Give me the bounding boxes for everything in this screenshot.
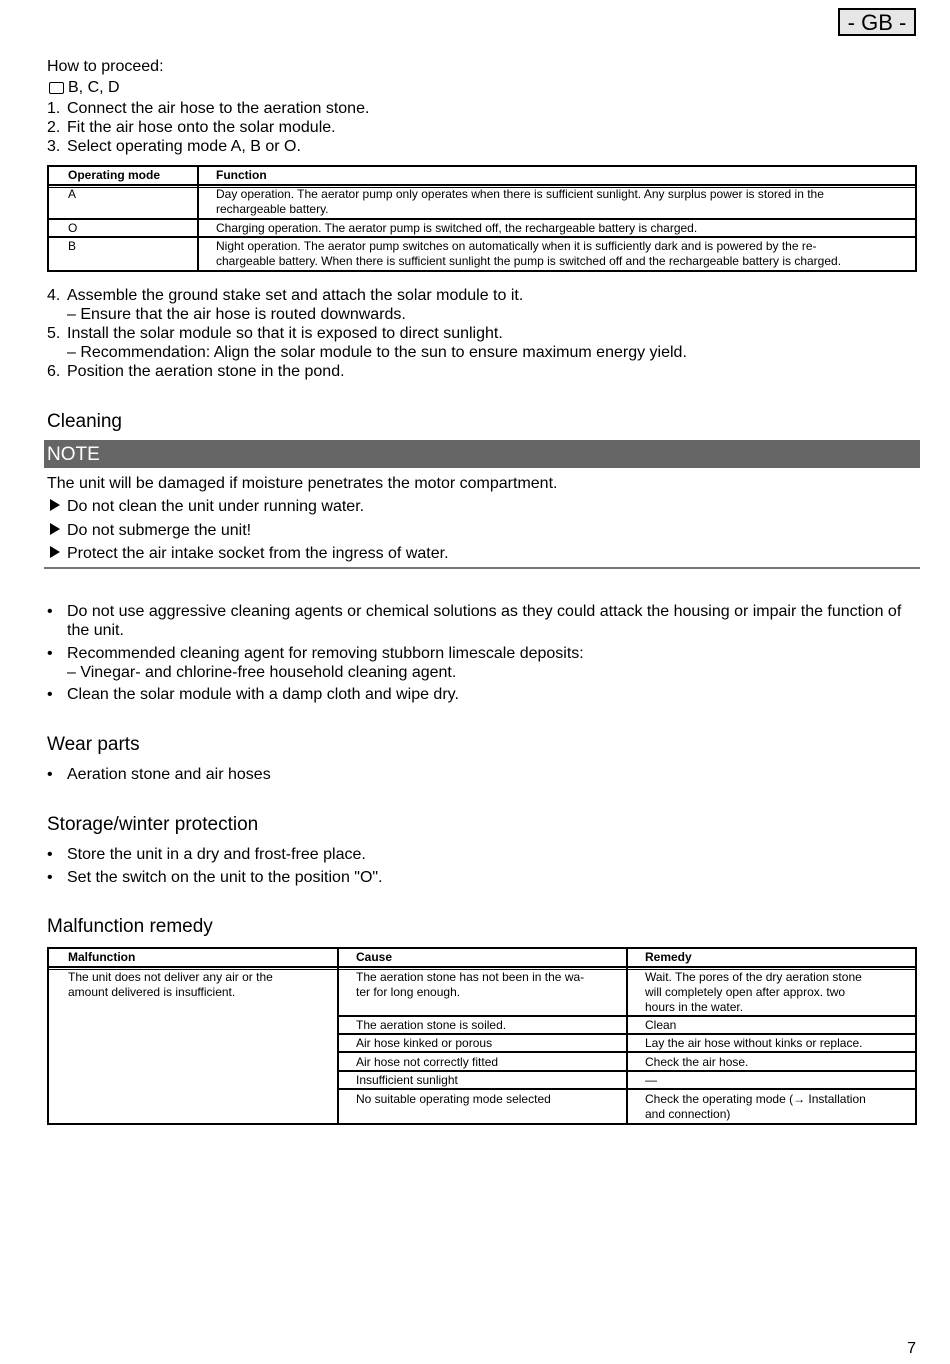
cause-cell: Air hose kinked or porous (356, 1036, 493, 1050)
cause-cell: The aeration stone has not been in the wa- ter for long enough. (356, 970, 585, 999)
remedy-cell: Lay the air hose without kinks or replace. (645, 1036, 863, 1050)
how-to-proceed-label: How to proceed: (47, 58, 164, 75)
cause-cell: The aeration stone is soiled. (356, 1018, 507, 1032)
note-item: Do not submerge the unit! (67, 522, 252, 539)
remedy-cell: — (645, 1073, 657, 1087)
remedy-cell: Wait. The pores of the dry aeration stone will completely open after approx. two hours in the water. (645, 970, 862, 1014)
mode-cell: A (68, 187, 77, 201)
step-number: 1. (47, 100, 61, 117)
function-cell: Charging operation. The aerator pump is switched off, the rechargeable battery is charged. (216, 221, 698, 235)
bullet-icon: • (47, 766, 53, 783)
note-text: The unit will be damaged if moisture penetrates the motor compartment. (47, 475, 558, 492)
step-text: Install the solar module so that it is exposed to direct sunlight. (67, 325, 503, 342)
remedy-cell: Check the air hose. (645, 1055, 749, 1069)
step-number: 6. (47, 363, 61, 380)
bullet-icon: • (47, 846, 53, 863)
cause-cell: Air hose not correctly fitted (356, 1055, 499, 1069)
note-item: Do not clean the unit under running water. (67, 498, 365, 515)
malfunction-cell: The unit does not deliver any air or the amount delivered is insufficient. (68, 970, 273, 999)
storage-item: Set the switch on the unit to the position "O". (67, 869, 383, 886)
operating-mode-table (47, 165, 917, 272)
step-text: Connect the air hose to the aeration stone. (67, 100, 370, 117)
mode-cell: O (68, 221, 78, 235)
cause-cell: Insufficient sunlight (356, 1073, 458, 1087)
cleaning-heading: Cleaning (47, 411, 122, 432)
malfunction-header: Malfunction (68, 950, 136, 964)
cleaning-subitem: – Vinegar- and chlorine-free household cleaning agent. (67, 664, 457, 681)
step-number: 3. (47, 138, 61, 155)
note-item: Protect the air intake socket from the ingress of water. (67, 545, 449, 562)
language-badge: - GB - (838, 8, 916, 36)
storage-item: Store the unit in a dry and frost-free place. (67, 846, 366, 863)
step-text: Assemble the ground stake set and attach the solar module to it. (67, 287, 524, 304)
step-text: Select operating mode A, B or O. (67, 138, 301, 155)
cleaning-bullet: Clean the solar module with a damp cloth and wipe dry. (67, 686, 459, 703)
remedy-cell: Check the operating mode (→ Installation and connection) (645, 1092, 866, 1121)
function-cell: Night operation. The aerator pump switches on automatically when it is sufficiently dark and is powered by the re- chargeable battery. When there is sufficient sunlight the pump is switched off and the rechargeable battery is charged. (216, 239, 842, 268)
malfunction-heading: Malfunction remedy (47, 916, 213, 937)
mode-table-header-mode: Operating mode (68, 168, 161, 182)
malfunction-table (47, 947, 917, 1125)
cleaning-bullet: Do not use aggressive cleaning agents or chemical solutions as they could attack the housing or impair the function of the unit. (67, 603, 902, 639)
figure-reference-text: B, C, D (68, 79, 120, 96)
arrow-right-icon (50, 546, 60, 558)
step-number: 2. (47, 119, 61, 136)
mode-table-header-function: Function (216, 168, 267, 182)
function-cell: Day operation. The aerator pump only operates when there is sufficient sunlight. Any surplus power is stored in the rechargeable battery. (216, 187, 824, 216)
wear-part-item: Aeration stone and air hoses (67, 766, 271, 783)
page-number: 7 (907, 1340, 916, 1357)
arrow-right-icon (50, 499, 60, 511)
mode-cell: B (68, 239, 77, 253)
step-subitem: – Recommendation: Align the solar module to the sun to ensure maximum energy yield. (67, 344, 687, 361)
step-text: Position the aeration stone in the pond. (67, 363, 345, 380)
wear-parts-heading: Wear parts (47, 734, 140, 755)
remedy-cell: Clean (645, 1018, 677, 1032)
bullet-icon: • (47, 645, 53, 662)
cause-header: Cause (356, 950, 393, 964)
step-number: 4. (47, 287, 61, 304)
bullet-icon: • (47, 869, 53, 886)
arrow-right-icon (50, 523, 60, 535)
storage-heading: Storage/winter protection (47, 814, 259, 835)
step-text: Fit the air hose onto the solar module. (67, 119, 336, 136)
figure-reference (47, 78, 120, 97)
cleaning-bullet: Recommended cleaning agent for removing stubborn limescale deposits: (67, 645, 584, 662)
remedy-header: Remedy (645, 950, 692, 964)
bullet-icon: • (47, 603, 53, 620)
note-bar: NOTE (44, 440, 920, 468)
note-divider (44, 567, 920, 569)
bullet-icon: • (47, 686, 53, 703)
step-subitem: – Ensure that the air hose is routed downwards. (67, 306, 406, 323)
figure-icon (49, 82, 64, 94)
step-number: 5. (47, 325, 61, 342)
cause-cell: No suitable operating mode selected (356, 1092, 551, 1106)
